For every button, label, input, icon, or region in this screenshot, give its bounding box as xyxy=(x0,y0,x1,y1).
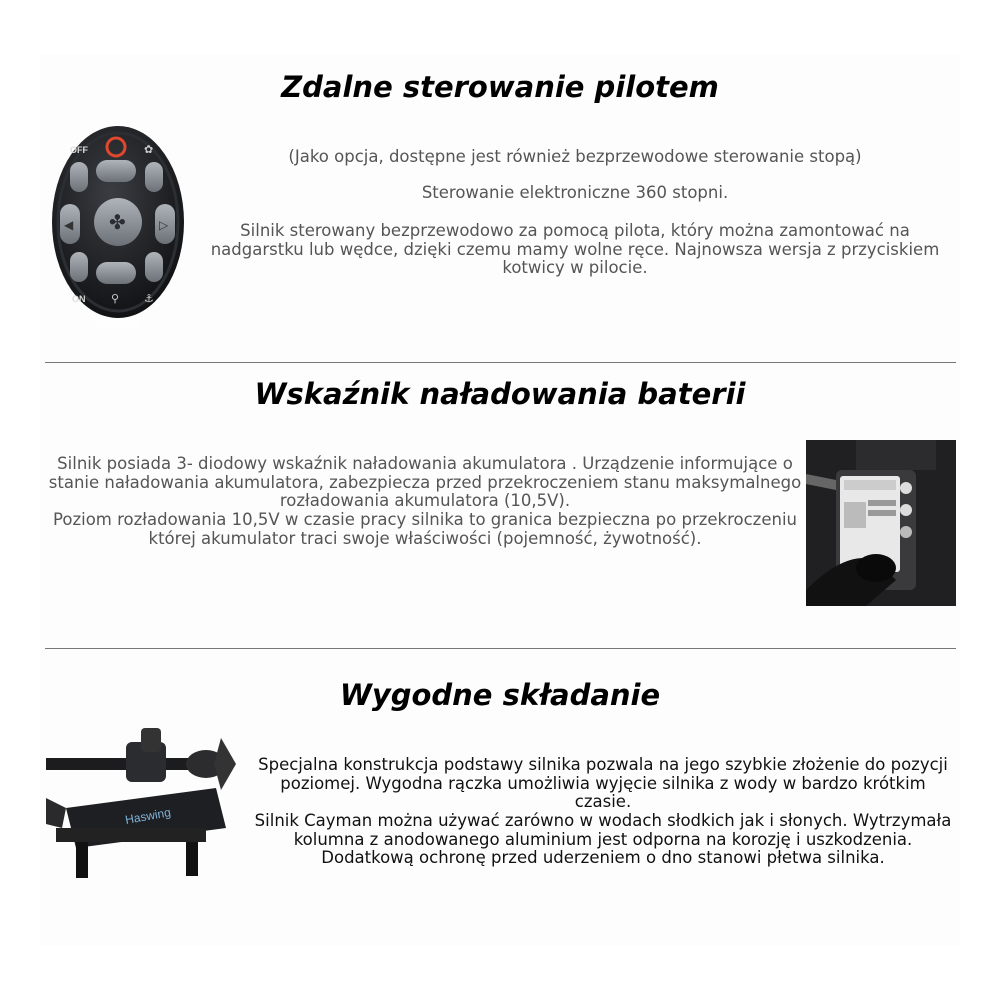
folding-paragraph-1: Specjalna konstrukcja podstawy silnika pozwala na jego szybkie złożenie do pozycji poziomej. Wygodna rączka umożliwia wyjęcie silnika z wody w bardzo krótkim czasie. xyxy=(258,755,948,811)
folding-motor-image xyxy=(46,728,240,878)
remote-on-label: ON xyxy=(72,294,86,304)
svg-text:⚲: ⚲ xyxy=(111,292,120,305)
section-divider xyxy=(45,362,956,363)
svg-text:▷: ▷ xyxy=(159,218,169,232)
section-title-remote-control: Zdalne sterowanie pilotem xyxy=(281,70,719,104)
section-title-battery-indicator: Wskaźnik naładowania baterii xyxy=(254,377,746,411)
folding-paragraph-2: Silnik Cayman można używać zarówno w wodach słodkich jak i słonych. Wytrzymała kolumna z anodowanego aluminium jest odporna na korozję i uszkodzenia. Dodatkową ochronę przed uderzeniem o dno stanowi płetwa silnika. xyxy=(254,811,952,867)
svg-text:Haswing: Haswing xyxy=(124,805,172,827)
battery-paragraph-2: Poziom rozładowania 10,5V w czasie pracy silnika to granica bezpieczna po przekroczeniu której akumulator traci swoje właściwości (pojemność, żywotność). xyxy=(53,510,797,548)
remote-control-image xyxy=(48,122,188,332)
remote-paragraph-1: (Jako opcja, dostępne jest również bezprzewodowe sterowanie stopą) xyxy=(288,147,862,166)
remote-off-label: OFF xyxy=(70,145,88,155)
remote-paragraph-2: Sterowanie elektroniczne 360 stopni. xyxy=(421,183,729,202)
svg-text:◀: ◀ xyxy=(64,218,74,232)
battery-paragraph-1: Silnik posiada 3- diodowy wskaźnik naładowania akumulatora . Urządzenie informujące o stanie naładowania akumulatora, zabezpiecza przed przekroczeniem stanu maksymalnego rozładowania akumulatora (10,5V). xyxy=(48,454,802,510)
section-divider xyxy=(45,648,956,649)
section-title-folding: Wygodne składanie xyxy=(339,678,661,712)
svg-text:✤: ✤ xyxy=(109,210,126,234)
battery-indicator-image xyxy=(806,440,956,606)
svg-text:⚓: ⚓ xyxy=(144,292,154,305)
remote-paragraph-3: Silnik sterowany bezprzewodowo za pomocą pilota, który można zamontować na nadgarstku lub wędce, dzięki czemu mamy wolne ręce. Najnowsza wersja z przyciskiem kotwicy w pilocie. xyxy=(210,221,940,277)
svg-text:✿: ✿ xyxy=(144,143,154,156)
